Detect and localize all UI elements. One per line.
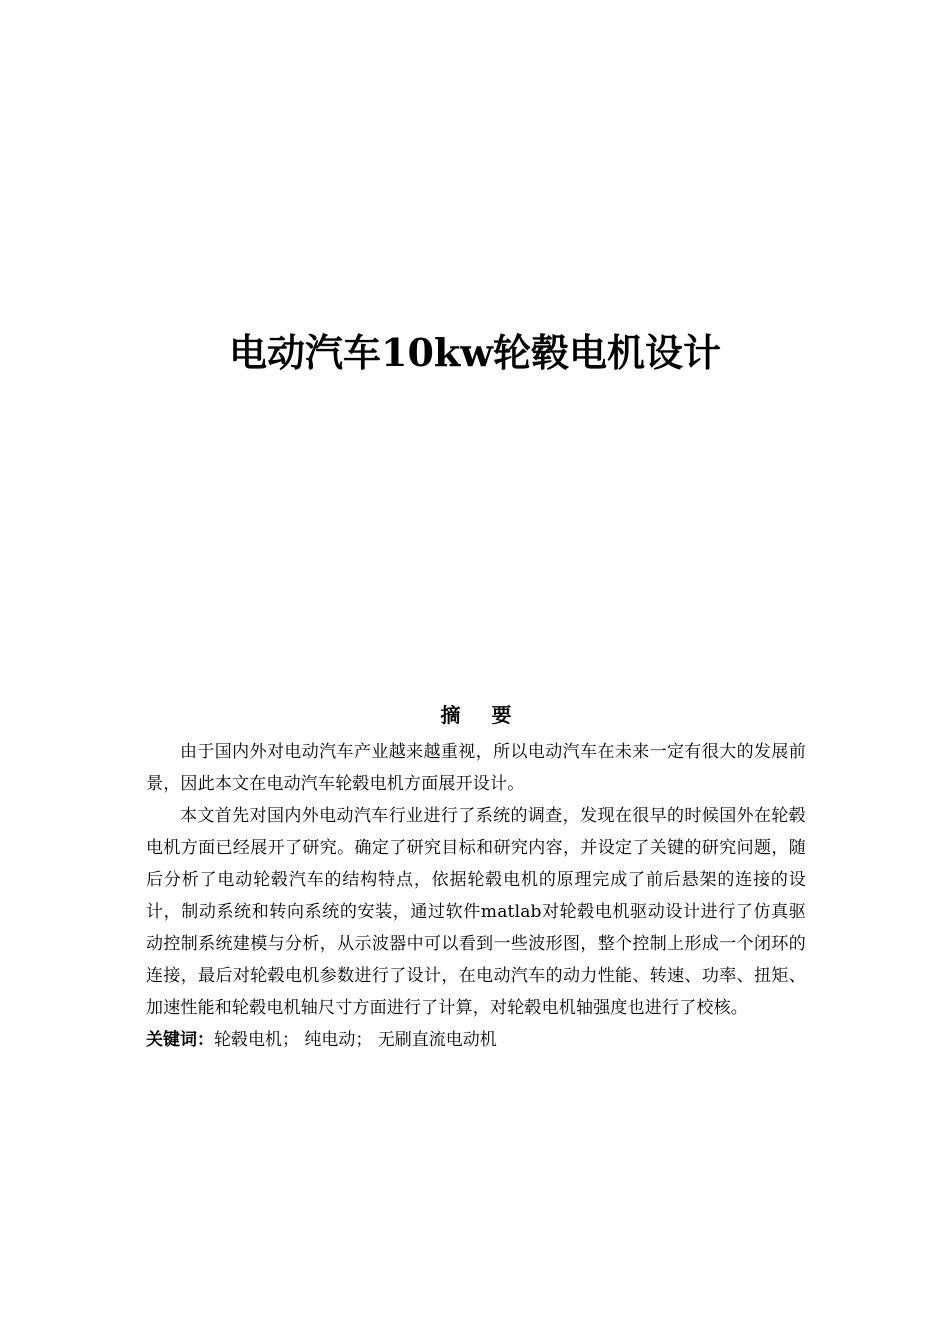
keywords-text: 轮毂电机； 纯电动； 无刷直流电动机: [214, 1030, 497, 1050]
document-title: 电动汽车10kw轮毂电机设计: [229, 330, 721, 375]
abstract-heading: 摘 要: [440, 703, 524, 727]
abstract-paragraph-1: 由于国内外对电动汽车产业越来越重视，所以电动汽车在未来一定有很大的发展前景，因此本文在电动汽车轮毂电机方面展开设计。: [146, 742, 806, 794]
abstract-section: [146, 698, 806, 1056]
keywords-line: [146, 1024, 806, 1056]
abstract-paragraph-2: 本文首先对国内外电动汽车行业进行了系统的调查，发现在很早的时候国外在轮毂电机方面已经展开了研究。确定了研究目标和研究内容，并设定了关键的研究问题，随后分析了电动轮毂汽车的结构特点，依据轮毂电机的原理完成了前后悬架的连接的设计，制动系统和转向系统的安装，通过软件matlab对轮毂电机驱动设计进行了仿真驱动控制系统建模与分析，从示波器中可以看到一些波形图，整个控制上形成一个闭环的连接，最后对轮毂电机参数进行了设计，在电动汽车的动力性能、转速、功率、扭矩、加速性能和轮毂电机轴尺寸方面进行了计算，对轮毂电机轴强度也进行了校核。: [146, 806, 806, 1018]
keywords-label: 关键词：: [146, 1030, 214, 1050]
